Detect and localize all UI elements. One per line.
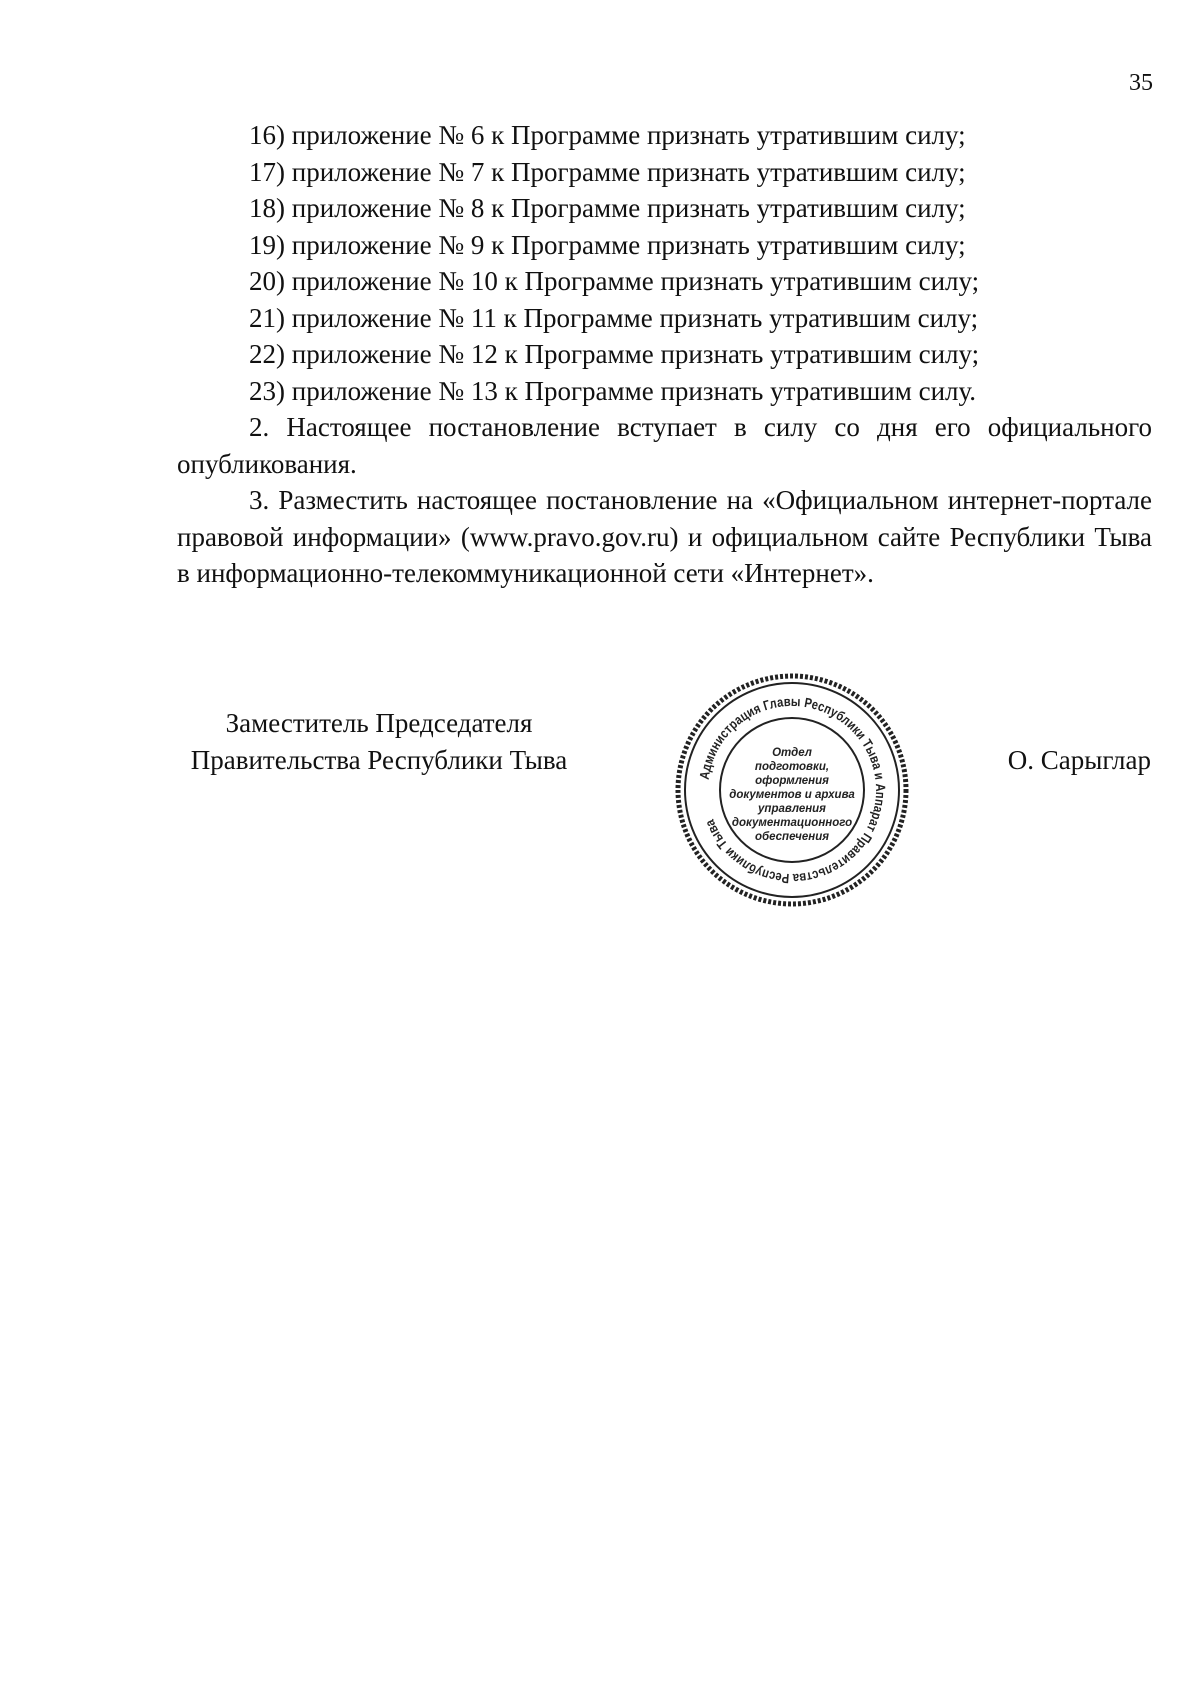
list-item: 16) приложение № 6 к Программе признать утратившим силу; bbox=[249, 120, 966, 150]
seal-inner-line: Отдел bbox=[772, 747, 812, 759]
paragraph-effective-date: 2. Настоящее постановление вступает в силу со дня его официального опубликования. bbox=[177, 412, 1152, 479]
list-item: 17) приложение № 7 к Программе признать утратившим силу; bbox=[249, 156, 966, 187]
seal-inner-line: управления bbox=[758, 803, 826, 815]
seal-graphic bbox=[672, 670, 912, 910]
document-body bbox=[177, 117, 1152, 592]
list-item: 21) приложение № 11 к Программе признать утратившим силу; bbox=[249, 302, 979, 333]
list-item: 20) приложение № 10 к Программе признать утратившим силу; bbox=[249, 266, 980, 296]
seal-inner-line: документов и архива bbox=[729, 789, 855, 801]
seal-inner-line: обеспечения bbox=[754, 831, 830, 843]
signatory-position bbox=[173, 705, 585, 779]
list-item: 22) приложение № 12 к Программе признать утратившим силу; bbox=[249, 339, 980, 369]
list-item: 23) приложение № 13 к Программе признать утратившим силу. bbox=[249, 375, 977, 406]
signatory-name: О. Сарыглар bbox=[1007, 745, 1151, 775]
page-number: 35 bbox=[1129, 70, 1153, 96]
seal-inner-line: документационного bbox=[731, 817, 853, 829]
seal-outer-text: Администрация Главы Республики Тыва и Аппарат Правительства Республики Тыва bbox=[696, 693, 889, 887]
signatory-position-line2: Правительства Республики Тыва bbox=[190, 745, 568, 775]
list-item: 18) приложение № 8 к Программе признать утратившим силу; bbox=[249, 193, 966, 223]
seal-inner-line: оформления bbox=[755, 775, 829, 787]
paragraph-publication: 3. Разместить настоящее постановление на «Официальном интернет-портале правовой информации» (www.pravo.gov.ru) и официальном сайте Республики Тыва в информационно-телекоммуникационной сети «Интернет». bbox=[177, 485, 1152, 588]
signatory-position-line1: Заместитель Председателя bbox=[225, 708, 533, 738]
official-seal bbox=[672, 670, 912, 910]
list-item: 19) приложение № 9 к Программе признать утратившим силу; bbox=[249, 229, 966, 260]
seal-inner-line: подготовки, bbox=[754, 761, 830, 773]
